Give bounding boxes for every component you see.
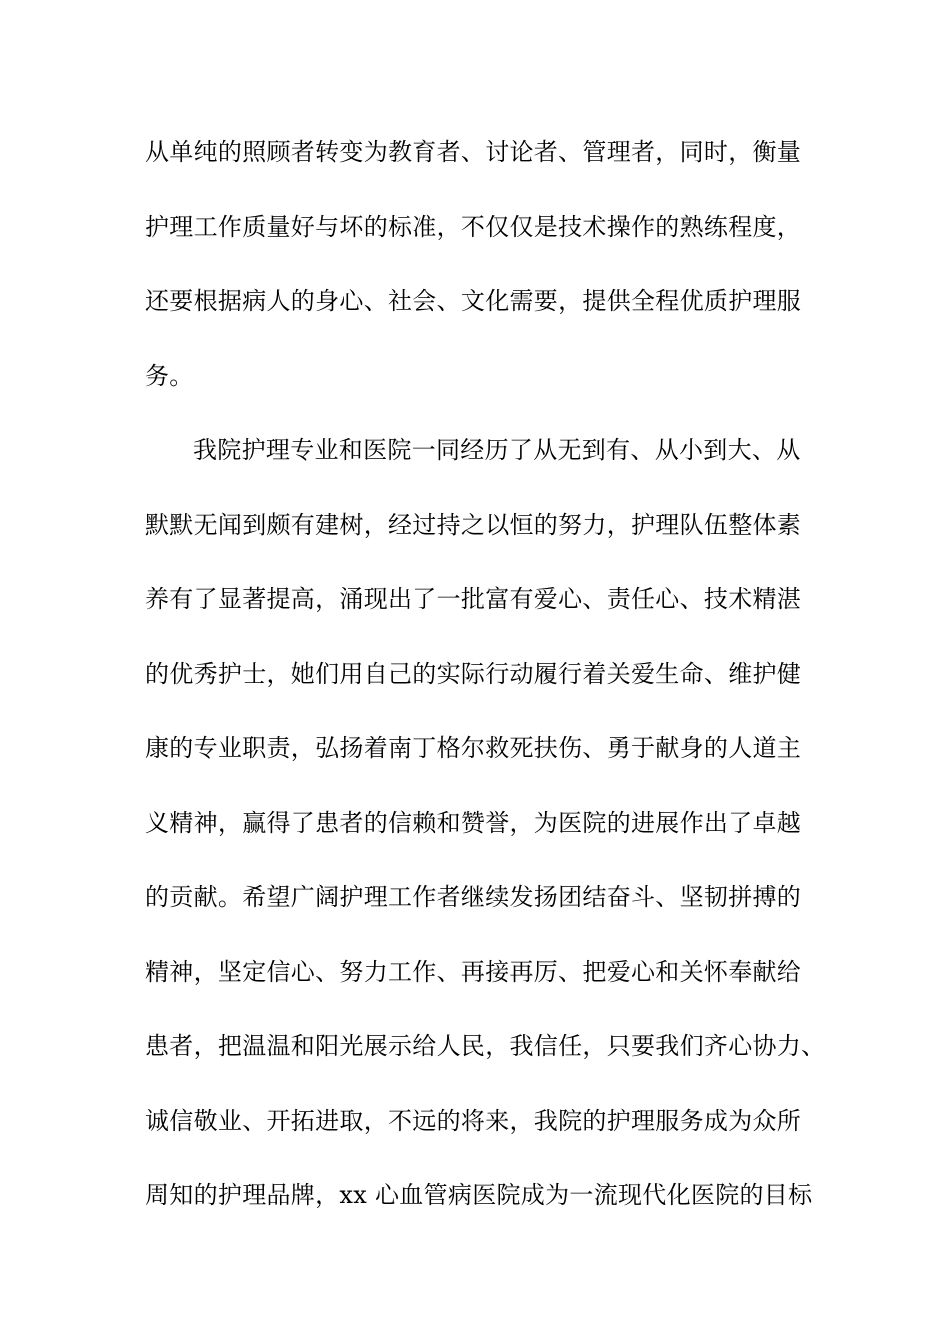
text-line-5: 我院护理专业和医院一同经历了从无到有、从小到大、从 (193, 436, 801, 464)
text-line-14: 诚信敬业、开拓进取，不远的将来，我院的护理服务成为众所 (145, 1106, 802, 1135)
text-line-2: 护理工作质量好与坏的标准，不仅仅是技术操作的熟练程度， (145, 212, 802, 241)
text-line-6: 默默无闻到颇有建树，经过持之以恒的努力，护理队伍整体素 (145, 510, 802, 539)
text-line-15: 周知的护理品牌，xx 心血管病医院成为一流现代化医院的目标 (145, 1181, 813, 1209)
text-line-12: 精神，坚定信心、努力工作、再接再厉、把爱心和关怀奉献给 (145, 957, 802, 986)
text-line-1: 从单纯的照顾者转变为教育者、讨论者、管理者，同时，衡量 (145, 138, 802, 166)
text-line-9: 康的专业职责，弘扬着南丁格尔救死扶伤、勇于献身的人道主 (145, 734, 802, 762)
body-text (145, 132, 825, 1250)
text-line-7: 养有了显著提高，涌现出了一批富有爱心、责任心、技术精湛 (145, 585, 802, 613)
text-line-4: 务。 (145, 361, 194, 390)
text-line-13: 患者，把温温和阳光展示给人民，我信任，只要我们齐心协力、 (145, 1032, 826, 1060)
text-line-3: 还要根据病人的身心、社会、文化需要，提供全程优质护理服 (145, 287, 802, 315)
text-line-11: 的贡献。希望广阔护理工作者继续发扬团结奋斗、坚韧拼搏的 (145, 883, 802, 911)
text-line-8: 的优秀护士，她们用自己的实际行动履行着关爱生命、维护健 (145, 659, 802, 688)
text-line-10: 义精神，赢得了患者的信赖和赞誉，为医院的进展作出了卓越 (145, 808, 802, 837)
